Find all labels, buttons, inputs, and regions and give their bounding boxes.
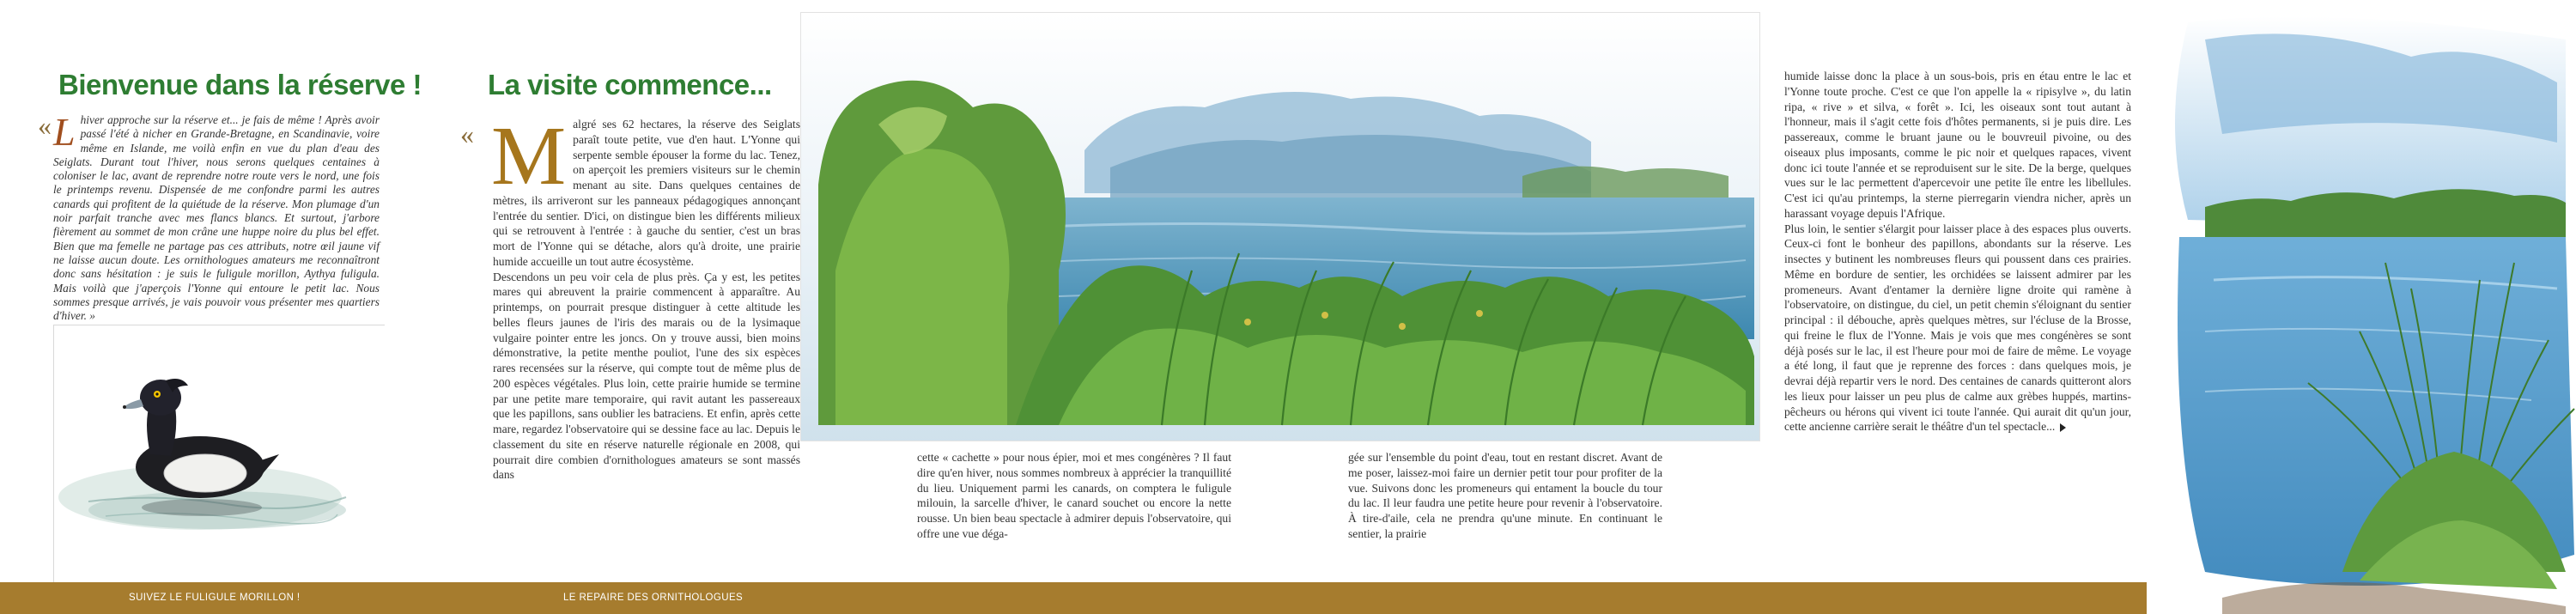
article-paragraph: humide laisse donc la place à un sous-bois, pris en étau entre le lac et l'Yonne toute proche. C'est ce que l'on appelle la « ripisylve », du latin ripa, « rive » et silva, « forêt ». Ici, les oiseaux sont tout autant à l'honneur, mais il s'agit cette fois d'hôtes permanents, si je puis dire. Les passereaux, comme le bruant jaune ou le bouvreuil pivoine, ou des oiseaux plus imposants, comme le pic noir et quelques rapaces, vivent donc ici toute l'année et se reproduisent sur le site. De la berge, quelques vues sur le lac permettent d'apercevoir une petite île entre les libellules. C'est ici qu'au printemps, la sterne pierregarin viendra nicher, après un harassant voyage depuis l'Afrique. bbox=[1784, 70, 2131, 220]
article-column-3 bbox=[1348, 450, 1662, 542]
section-title-visit: La visite commence... bbox=[488, 69, 772, 100]
article-column-4 bbox=[1784, 69, 2131, 435]
intro-text: hiver approche sur la réserve et... je fais de même ! Après avoir passé l'été à nicher en Grande-Bretagne, en Scandinavie, voire même en Islande, me voilà enfin en vue du plan d'eau des Seiglats. Durant tout l'hiver, nous serons quelques centaines à coloniser le lac, avant de reprendre notre route vers le nord, une fois le printemps revenu. Dispensée de me confondre parmi les autres canards qui profitent de la quiétude de la réserve. Mon plumage d'un noir parfait tranche avec mes flancs blancs. Et surtout, j'arbore fièrement au sommet de mon crâne une huppe noire du plus bel effet. Bien que ma femelle ne partage pas ces attributs, notre œil jaune vif ne laisse aucun doute. Les ornithologues amateurs me reconnaîtront donc sans hésitation : je suis le fuligule morillon, Aythya fuligula. Mais voilà que j'aperçois l'Yonne qui entoure le petit lac. Nous sommes presque arrivés, je vais pouvoir vous présenter mes quartiers d'hiver. » bbox=[53, 113, 380, 323]
intro-paragraph bbox=[53, 110, 380, 323]
article-paragraph bbox=[1784, 222, 2131, 435]
article-paragraph: cette « cachette » pour nous épier, moi et mes congénères ? Il faut dire qu'en hiver, nous sommes nombreux à apprécier la tranquillité du lieu. Uniquement parmi les canards, on comptera le fuligule milouin, la sarcelle d'hiver, le canard souchet ou encore la nette rousse. Un bien beau spectacle à admirer depuis l'observatoire, qui offre une vue déga- bbox=[917, 451, 1231, 540]
lakeshore-watercolor-frame bbox=[2154, 5, 2576, 614]
duck-illustration-frame bbox=[53, 325, 385, 584]
article-dropcap: M bbox=[491, 110, 567, 203]
intro-dropcap: L bbox=[53, 110, 76, 154]
tufted-duck-illustration bbox=[54, 325, 386, 585]
article-paragraph: gée sur l'ensemble du point d'eau, tout en restant discret. Avant de me poser, laissez-moi faire un dernier petit tour pour profiter de la vue. Suivons donc les promeneurs qui entament la boucle du tour du lac. Il leur faudra une petite heure pour revenir à l'observatoire. À tire-d'aile, cela ne prendra qu'une minute. En continuant le sentier, la prairie bbox=[1348, 451, 1662, 540]
footer-bar bbox=[0, 582, 2147, 614]
open-quote-icon: « bbox=[38, 110, 52, 141]
lake-watercolor-illustration bbox=[801, 13, 1760, 441]
article-paragraph: algré ses 62 hectares, la réserve des Seiglats paraît toute petite, vue d'en haut. L'Yonne qui serpente semble épouser la forme du lac. Tenez, on aperçoit les premiers visiteurs sur le chemin menant au site. Dans quelques centaines de mètres, ils arriveront sur les panneaux pédagogiques annonçant l'entrée du sentier. D'ici, on distingue bien les différents milieux qui se retrouvent à l'entrée : à gauche du sentier, c'est un bras mort de l'Yonne qui se détache, alors qu'à droite, une prairie humide accueille un tout autre écosystème. bbox=[493, 118, 800, 268]
lake-watercolor-frame bbox=[800, 12, 1760, 441]
article-column-1 bbox=[491, 110, 800, 483]
article-column-2 bbox=[917, 450, 1231, 542]
lakeshore-watercolor-illustration bbox=[2154, 5, 2576, 614]
footer-label-right: LE REPAIRE DES ORNITHOLOGUES bbox=[563, 593, 744, 603]
section-title-welcome: Bienvenue dans la réserve ! bbox=[58, 69, 422, 100]
end-of-article-icon bbox=[2060, 423, 2066, 432]
article-paragraph: Descendons un peu voir cela de plus près. Ça y est, les petites mares qui abreuvent la prairie commencent à apparaître. Au printemps, on pourrait presque distinguer à cette altitude les belles fleurs jaunes de l'iris des marais ou de la lysimaque vulgaire pointer entre les joncs. On y trouve aussi, bien moins démonstrative, la petite menthe pouliot, l'une des six espèces rares recensées sur la réserve, qui compte tout de même plus de 200 espèces végétales. Plus loin, cette prairie humide se termine par une petite mare temporaire, qui ravit autant les passereaux que les papillons, sans oublier les batraciens. Et enfin, après cette mare, regardez l'observatoire qui se dessine face au lac. Depuis le classement du site en réserve naturelle régionale en 2008, qui pourrait dire combien d'ornithologues amateurs se sont massés dans bbox=[493, 270, 800, 482]
footer-label-left: SUIVEZ LE FULIGULE MORILLON ! bbox=[129, 593, 301, 603]
open-quote-icon: « bbox=[460, 119, 474, 149]
article-paragraph-text: Plus loin, le sentier s'élargit pour laisser place à des espaces plus ouverts. Ceux-ci font le bonheur des papillons, abondants sur la réserve. Les insectes y butinent les nombreuses fleurs qui poussent dans ces prairies. Même en bordure de sentier, les orchidées se laissent admirer par les promeneurs. Avant d'entamer la dernière ligne droite qui ramène à l'observatoire, on distingue, du ciel, un petit chemin s'éloignant du sentier principal : il débouche, après quelques mètres, sur l'écluse de la Brosse, qui freine le flux de l'Yonne. Mais je vois que mes congénères se sont déjà posés sur le lac, il est l'heure pour moi de faire de même. Le voyage a été long, il faut que je reprenne des forces : dans quelques mois, je devrai déjà repartir vers le nord. Des centaines de canards quitteront alors les lieux pour laisser un peu plus de calme aux grèbes huppés, martins-pêcheurs ou hérons qui vivent ici toute l'année. Qui aurait dit qu'un jour, cette ancienne carrière serait le théâtre d'un tel spectacle... bbox=[1784, 222, 2131, 434]
